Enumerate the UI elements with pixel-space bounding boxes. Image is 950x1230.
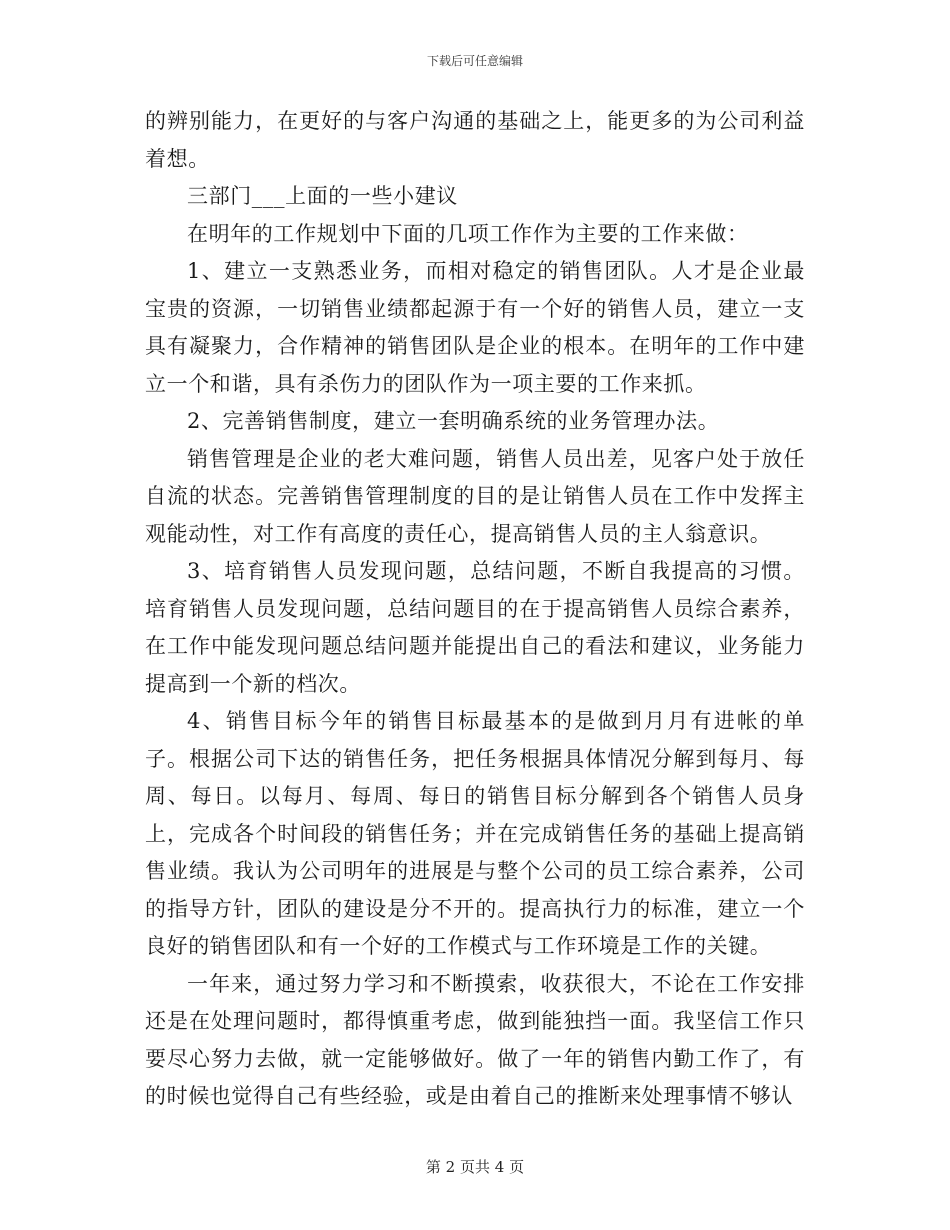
page-number: 第 2 页共 4 页 <box>425 1158 525 1176</box>
section-heading: 三部门___上面的一些小建议 <box>187 184 458 208</box>
paragraph: 2、完善销售制度，建立一套明确系统的业务管理办法。 <box>187 409 720 433</box>
paragraph: 在明年的工作规划中下面的几项工作作为主要的工作来做： <box>187 221 749 246</box>
document-body <box>145 103 805 1116</box>
paragraph: 一年来，通过努力学习和不断摸索，收获很大，不论在工作安排还是在处理问题时，都得慎重考虑，做到能独挡一面。我坚信工作只要尽心努力去做，就一定能够做好。做了一年的销售内勤工作了，有的时候也觉得自己有些经验，或是由着自己的推断来处理事情不够认 <box>145 971 805 1108</box>
paragraph: 3、培育销售人员发现问题，总结问题，不断自我提高的习惯。培育销售人员发现问题，总结问题目的在于提高销售人员综合素养，在工作中能发现问题总结问题并能提出自己的看法和建议，业务能力提高到一个新的档次。 <box>145 559 805 696</box>
paragraph: 4、销售目标今年的销售目标最基本的是做到月月有进帐的单子。根据公司下达的销售任务，把任务根据具体情况分解到每月、每周、每日。以每月、每周、每日的销售目标分解到各个销售人员身上，完成各个时间段的销售任务；并在完成销售任务的基础上提高销售业绩。我认为公司明年的进展是与整个公司的员工综合素养，公司的指导方针，团队的建设是分不开的。提高执行力的标准，建立一个良好的销售团队和有一个好的工作模式与工作环境是工作的关键。 <box>145 709 805 958</box>
paragraph: 的辨别能力，在更好的与客户沟通的基础之上，能更多的为公司利益着想。 <box>145 109 805 171</box>
page-header: 下载后可任意编辑 <box>426 54 523 68</box>
paragraph: 1、建立一支熟悉业务，而相对稳定的销售团队。人才是企业最宝贵的资源，一切销售业绩都起源于有一个好的销售人员，建立一支具有凝聚力，合作精神的销售团队是企业的根本。在明年的工作中建立一个和谐，具有杀伤力的团队作为一项主要的工作来抓。 <box>145 259 805 396</box>
paragraph: 销售管理是企业的老大难问题，销售人员出差，见客户处于放任自流的状态。完善销售管理制度的目的是让销售人员在工作中发挥主观能动性，对工作有高度的责任心，提高销售人员的主人翁意识。 <box>145 446 805 546</box>
